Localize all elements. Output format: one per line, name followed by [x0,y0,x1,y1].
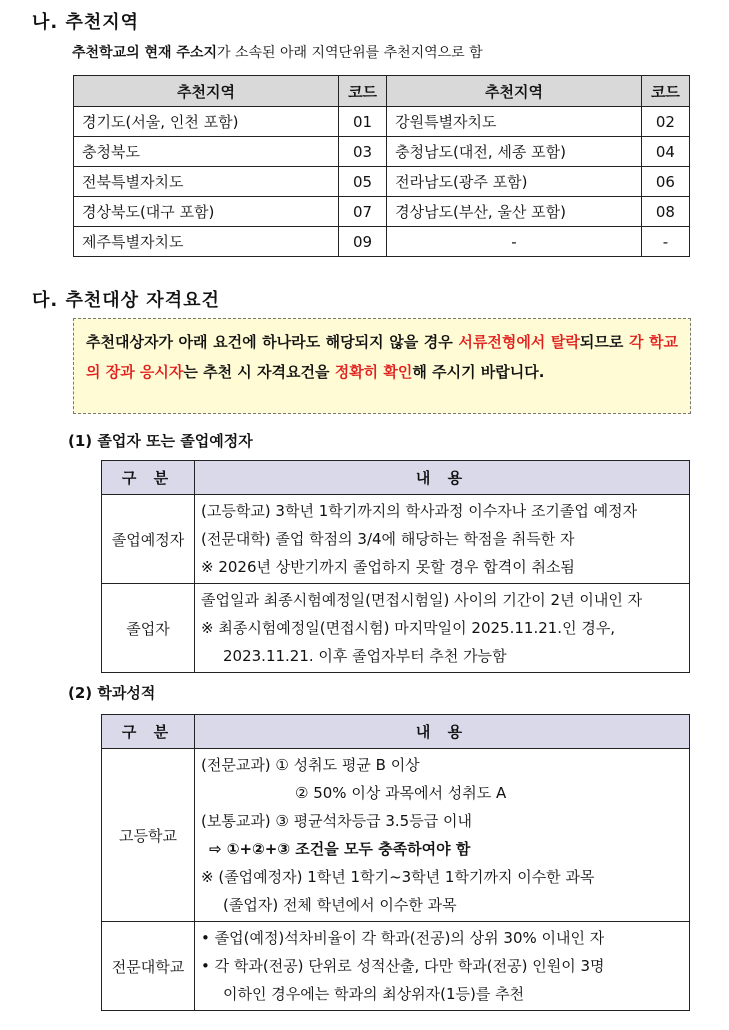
subheading-graduation: (1) 졸업자 또는 졸업예정자 [68,432,253,450]
notice-highlight: 각 학교의 장과 응시자 [86,333,678,381]
notice-text: 해 주시기 바랍니다. [412,363,545,381]
content-line: ※ 최종시험예정일(면접시험) 마지막일이 2025.11.21.인 경우, [201,619,616,637]
content-line: 졸업일과 최종시험예정일(면접시험일) 사이의 기간이 2년 이내인 자 [201,591,643,609]
region-cell: 전라남도(광주 포함) [387,167,642,197]
notice-text: 추천대상자가 아래 요건에 하나라도 해당되지 않을 경우 [86,333,459,351]
section-title-eligibility: 다. 추천대상 자격요건 [32,290,220,311]
region-cell: 충청북도 [74,137,339,167]
region-note-rest: 가 소속된 아래 지역단위를 추천지역으로 함 [217,45,483,61]
graduation-table-header [102,461,690,495]
code-cell: 03 [339,137,387,167]
header-category: 구 분 [102,461,195,495]
content-cell [195,584,690,673]
content-line: • 졸업(예정)석차비율이 각 학과(전공)의 상위 30% 이내인 자 [201,929,605,947]
region-cell: 경상남도(부산, 울산 포함) [387,197,642,227]
table-row [102,922,690,1011]
table-row [74,137,690,167]
code-cell: 04 [641,137,689,167]
code-cell: 09 [339,227,387,257]
table-row [74,167,690,197]
header-code-1: 코드 [339,76,387,107]
grades-table [101,714,690,1011]
header-code-2: 코드 [641,76,689,107]
region-cell: 충청남도(대전, 세종 포함) [387,137,642,167]
region-table [73,75,690,257]
notice-text: 되므로 [579,333,629,351]
content-line: 2023.11.21. 이후 졸업자부터 추천 가능함 [223,647,507,665]
category-cell: 전문대학교 [102,922,195,1011]
header-content: 내 용 [195,715,690,749]
content-cell [195,495,690,584]
content-line: (졸업자) 전체 학년에서 이수한 과목 [223,896,457,914]
content-line: ⇨ ①+②+③ 조건을 모두 충족하여야 함 [209,840,471,858]
code-cell: 02 [641,107,689,137]
content-line: ② 50% 이상 과목에서 성취도 A [295,784,507,802]
section-title-region: 나. 추천지역 [32,12,140,33]
table-row [74,227,690,257]
region-cell: 전북특별자치도 [74,167,339,197]
category-cell: 졸업예정자 [102,495,195,584]
content-line: ※ 2026년 상반기까지 졸업하지 못할 경우 합격이 취소됨 [201,558,575,576]
region-cell: - [387,227,642,257]
header-category: 구 분 [102,715,195,749]
notice-highlight: 정확히 확인 [334,363,413,381]
region-note-bold: 추천학교의 현재 주소지 [72,45,217,61]
region-cell: 경기도(서울, 인천 포함) [74,107,339,137]
region-table-header [74,76,690,107]
region-cell: 강원특별자치도 [387,107,642,137]
content-line: • 각 학과(전공) 단위로 성적산출, 다만 학과(전공) 인원이 3명 [201,957,605,975]
content-line: (보통교과) ③ 평균석차등급 3.5등급 이내 [201,812,472,830]
content-line: 이하인 경우에는 학과의 최상위자(1등)를 추천 [223,985,525,1003]
header-region-1: 추천지역 [74,76,339,107]
content-line: (전문교과) ① 성취도 평균 B 이상 [201,756,420,774]
content-cell [195,922,690,1011]
content-line: ※ (졸업예정자) 1학년 1학기~3학년 1학기까지 이수한 과목 [201,868,595,886]
content-line: (고등학교) 3학년 1학기까지의 학사과정 이수자나 조기졸업 예정자 [201,502,638,520]
table-row [102,749,690,922]
content-line: (전문대학) 졸업 학점의 3/4에 해당하는 학점을 취득한 자 [201,530,575,548]
region-cell: 경상북도(대구 포함) [74,197,339,227]
code-cell: 06 [641,167,689,197]
code-cell: 08 [641,197,689,227]
notice-highlight: 서류전형에서 탈락 [458,333,580,351]
table-row [74,107,690,137]
content-cell [195,749,690,922]
subheading-grades: (2) 학과성적 [68,684,156,702]
category-cell: 고등학교 [102,749,195,922]
header-region-2: 추천지역 [387,76,642,107]
region-cell: 제주특별자치도 [74,227,339,257]
code-cell: 01 [339,107,387,137]
code-cell: 07 [339,197,387,227]
notice-text: 는 추천 시 자격요건을 [183,363,335,381]
code-cell: - [641,227,689,257]
table-row [102,495,690,584]
region-note [72,42,483,62]
table-row [74,197,690,227]
grades-table-header [102,715,690,749]
notice-box [73,318,691,414]
category-cell: 졸업자 [102,584,195,673]
graduation-table [101,460,690,673]
code-cell: 05 [339,167,387,197]
header-content: 내 용 [195,461,690,495]
table-row [102,584,690,673]
